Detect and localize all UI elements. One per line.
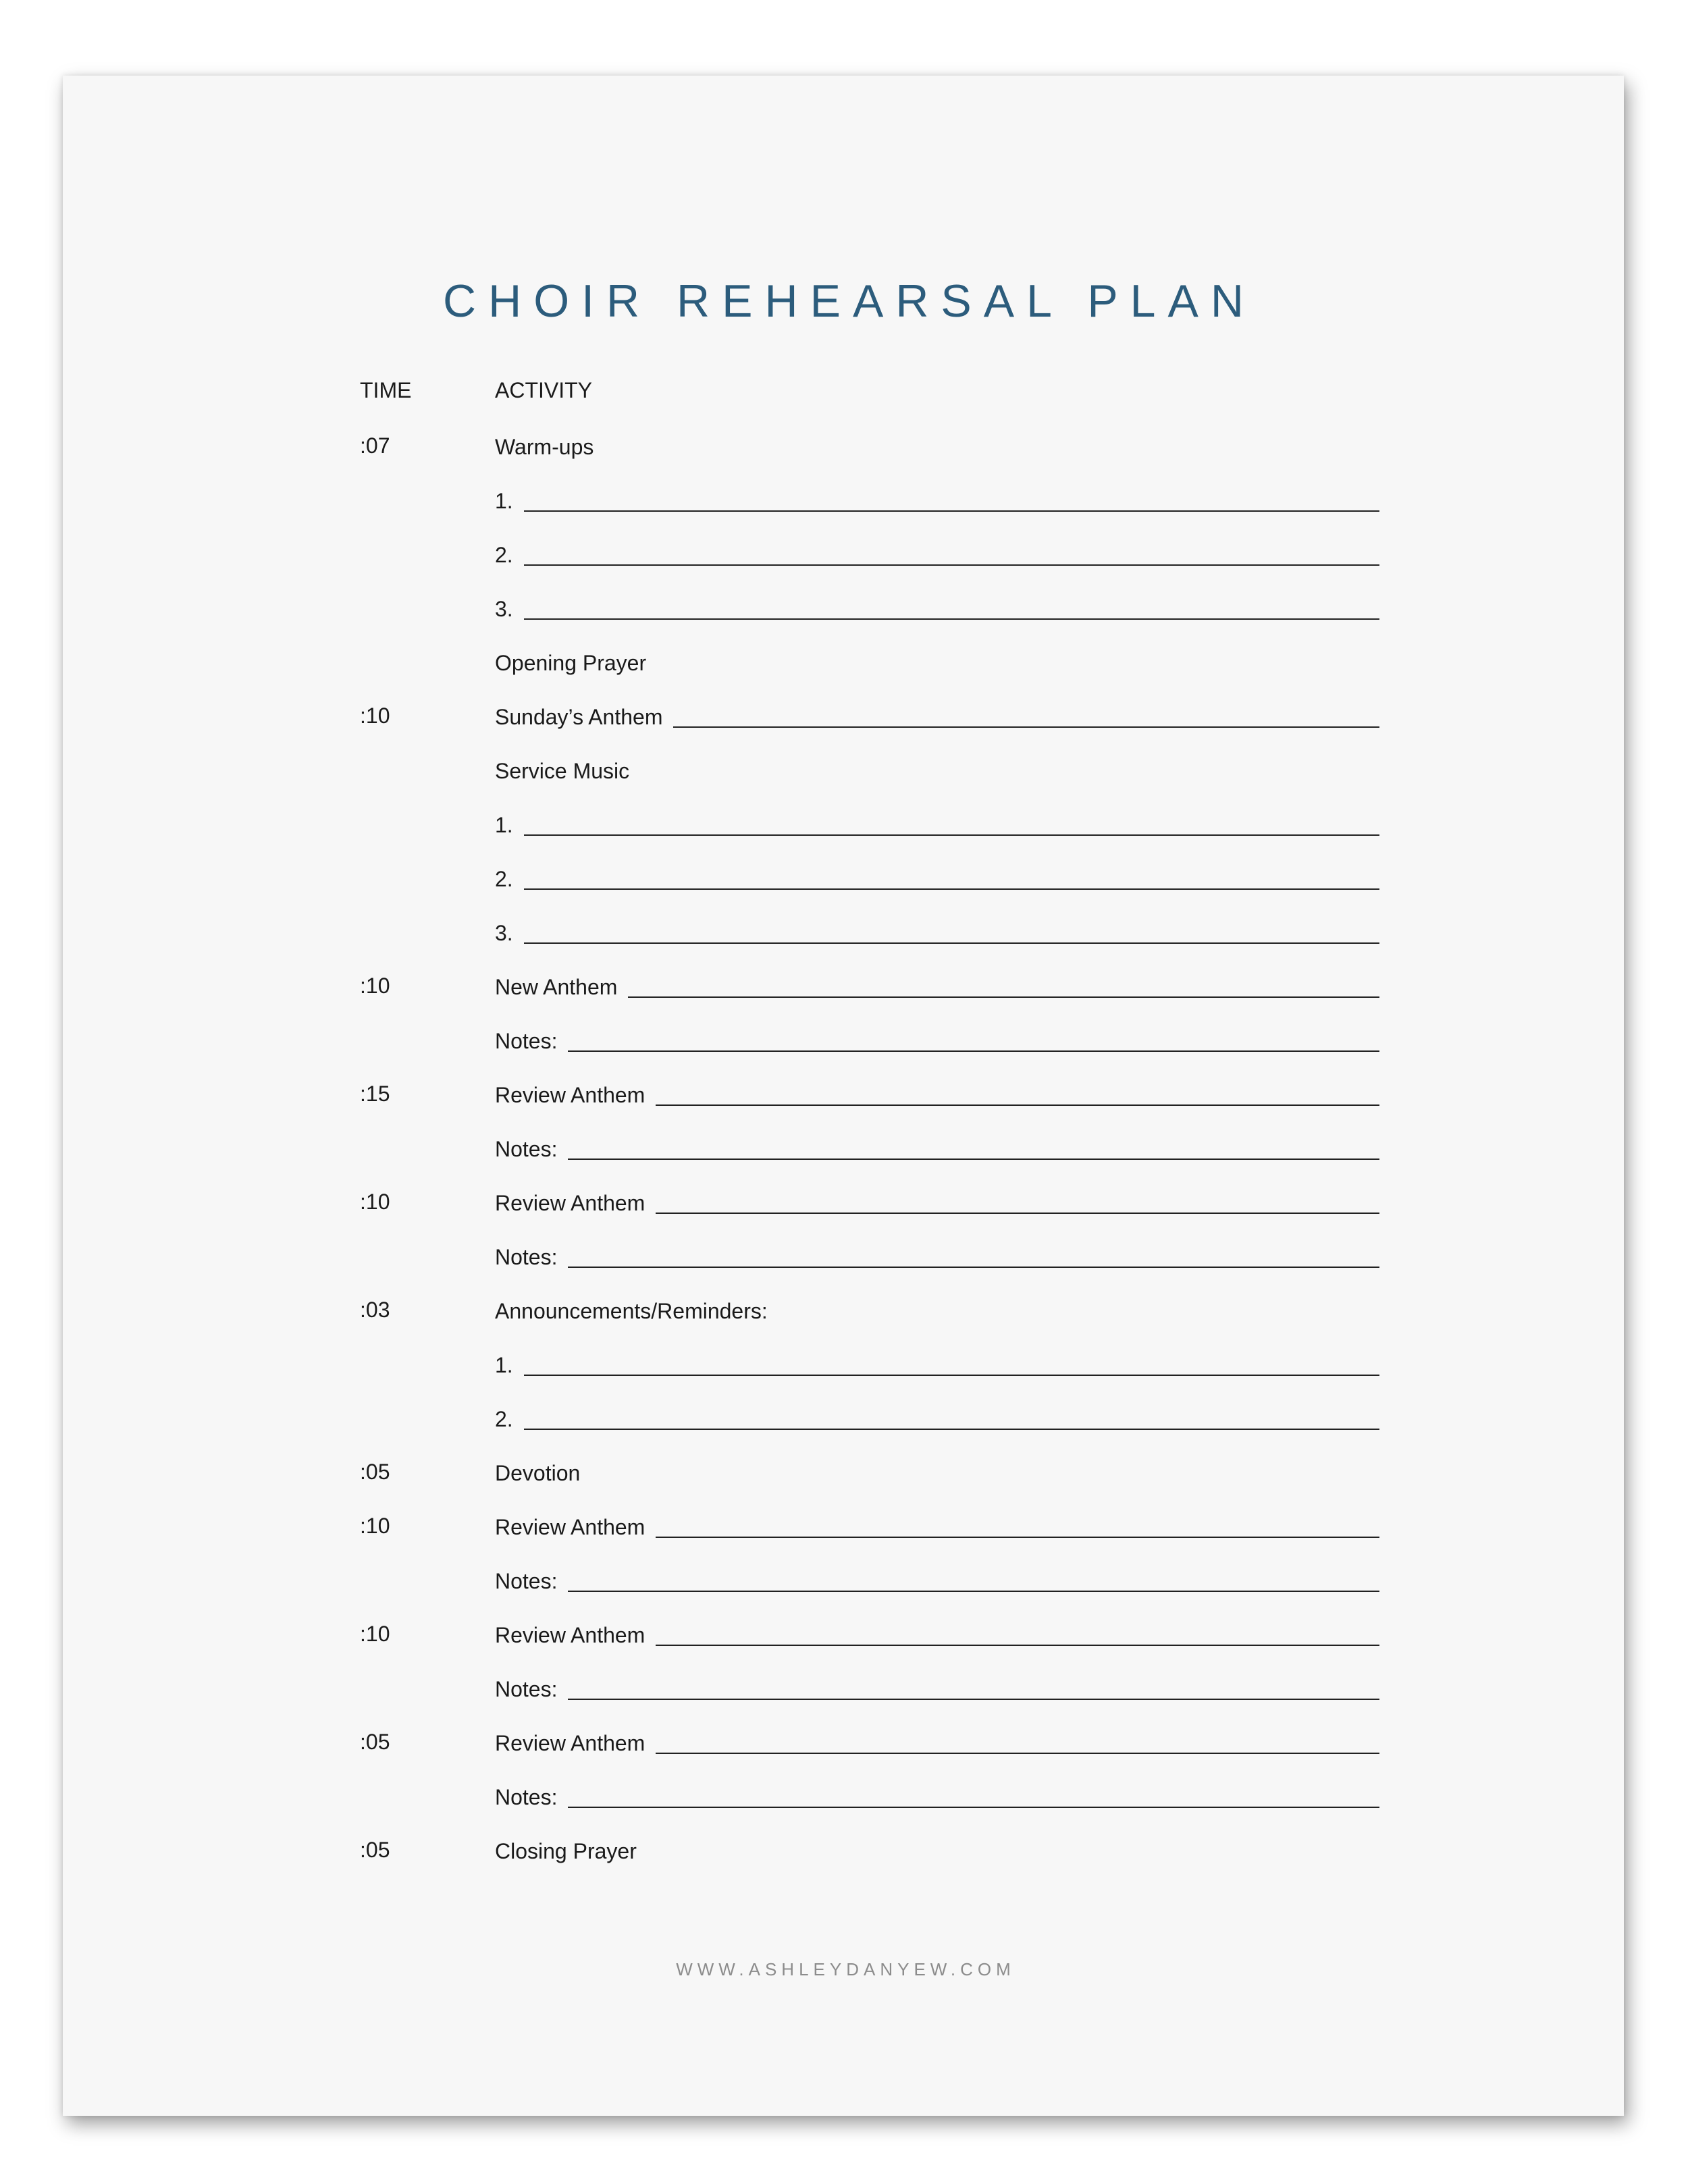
row-activity xyxy=(495,1620,1379,1649)
row-time: :03 xyxy=(360,1298,390,1322)
row-activity xyxy=(495,972,1379,1001)
fill-in-blank-line[interactable] xyxy=(524,1408,1379,1430)
fill-in-blank-line[interactable] xyxy=(656,1516,1379,1538)
row-time: :05 xyxy=(360,1730,390,1754)
schedule-row xyxy=(63,1728,1624,1782)
schedule-row xyxy=(63,1566,1624,1620)
schedule-row xyxy=(63,1134,1624,1188)
fill-in-blank-line[interactable] xyxy=(656,1624,1379,1646)
row-activity xyxy=(495,1404,1379,1433)
row-activity-label: Review Anthem xyxy=(495,1191,645,1215)
time-column-header: TIME xyxy=(360,378,412,402)
fill-in-blank-line[interactable] xyxy=(524,814,1379,836)
row-activity xyxy=(495,1566,1379,1595)
row-activity xyxy=(495,1782,1379,1811)
schedule-row xyxy=(63,1296,1624,1350)
schedule-row xyxy=(63,1026,1624,1080)
fill-in-blank-line[interactable] xyxy=(568,1570,1379,1592)
row-activity-label: Warm-ups xyxy=(495,435,594,459)
row-activity-label: New Anthem xyxy=(495,975,618,999)
fill-in-blank-line[interactable] xyxy=(568,1678,1379,1700)
fill-in-blank-line[interactable] xyxy=(628,976,1379,998)
row-activity-label: Review Anthem xyxy=(495,1515,645,1539)
page-title: CHOIR REHEARSAL PLAN xyxy=(443,275,1256,327)
schedule-row xyxy=(63,594,1624,648)
schedule-row xyxy=(63,1242,1624,1296)
row-activity-label: 2. xyxy=(495,1407,513,1431)
fill-in-blank-line[interactable] xyxy=(524,598,1379,620)
row-activity xyxy=(495,1836,1379,1865)
row-activity-label: Notes: xyxy=(495,1137,558,1161)
row-time: :15 xyxy=(360,1082,390,1106)
row-activity-label: Notes: xyxy=(495,1245,558,1269)
row-time: :05 xyxy=(360,1838,390,1862)
schedule-row xyxy=(63,756,1624,810)
footer-website: WWW.ASHLEYDANYEW.COM xyxy=(676,1959,1016,1979)
row-activity xyxy=(495,486,1379,514)
row-activity xyxy=(495,918,1379,947)
schedule-row xyxy=(63,648,1624,702)
row-time: :10 xyxy=(360,1514,390,1538)
row-activity-label: Notes: xyxy=(495,1569,558,1593)
schedule-row xyxy=(63,1080,1624,1134)
schedule-row xyxy=(63,486,1624,540)
row-activity-label: Review Anthem xyxy=(495,1083,645,1107)
row-activity xyxy=(495,1296,1379,1325)
fill-in-blank-line[interactable] xyxy=(524,1354,1379,1376)
schedule-row xyxy=(63,918,1624,972)
fill-in-blank-line[interactable] xyxy=(524,490,1379,512)
row-activity xyxy=(495,1242,1379,1271)
row-activity xyxy=(495,702,1379,730)
fill-in-blank-line[interactable] xyxy=(524,544,1379,566)
row-activity-label: Service Music xyxy=(495,759,630,783)
row-activity-label: Notes: xyxy=(495,1029,558,1053)
row-activity-label: Opening Prayer xyxy=(495,651,647,675)
schedule-row xyxy=(63,1836,1624,1890)
row-activity xyxy=(495,1026,1379,1055)
row-activity xyxy=(495,1728,1379,1757)
row-activity xyxy=(495,1674,1379,1703)
schedule-row xyxy=(63,1188,1624,1242)
row-activity-label: Closing Prayer xyxy=(495,1839,637,1863)
row-activity-label: 2. xyxy=(495,867,513,891)
row-activity-label: Review Anthem xyxy=(495,1623,645,1647)
paper-sheet xyxy=(63,76,1624,2116)
row-activity xyxy=(495,594,1379,622)
row-activity xyxy=(495,1458,1379,1487)
row-activity-label: 3. xyxy=(495,921,513,945)
fill-in-blank-line[interactable] xyxy=(568,1786,1379,1808)
schedule-row xyxy=(63,972,1624,1026)
schedule-row xyxy=(63,810,1624,864)
fill-in-blank-line[interactable] xyxy=(524,868,1379,890)
row-activity xyxy=(495,1188,1379,1217)
row-activity xyxy=(495,810,1379,838)
schedule-row xyxy=(63,864,1624,918)
row-time: :10 xyxy=(360,1622,390,1646)
row-activity xyxy=(495,648,1379,676)
fill-in-blank-line[interactable] xyxy=(656,1084,1379,1106)
schedule-row xyxy=(63,540,1624,594)
row-activity-label: Notes: xyxy=(495,1677,558,1701)
schedule-row xyxy=(63,702,1624,756)
row-activity xyxy=(495,1512,1379,1541)
fill-in-blank-line[interactable] xyxy=(524,922,1379,944)
row-activity-label: Notes: xyxy=(495,1785,558,1809)
row-activity-label: 1. xyxy=(495,1353,513,1377)
row-activity xyxy=(495,432,1379,460)
schedule-rows xyxy=(63,432,1624,1890)
row-activity xyxy=(495,1134,1379,1163)
schedule-row xyxy=(63,1620,1624,1674)
row-time: :10 xyxy=(360,974,390,998)
row-activity-label: Review Anthem xyxy=(495,1731,645,1755)
row-time: :10 xyxy=(360,1190,390,1214)
row-time: :07 xyxy=(360,433,390,458)
row-time: :10 xyxy=(360,703,390,728)
row-activity xyxy=(495,756,1379,784)
row-activity-label: 1. xyxy=(495,813,513,837)
fill-in-blank-line[interactable] xyxy=(673,706,1379,728)
fill-in-blank-line[interactable] xyxy=(656,1192,1379,1214)
schedule-row xyxy=(63,1674,1624,1728)
fill-in-blank-line[interactable] xyxy=(656,1732,1379,1754)
row-activity xyxy=(495,1080,1379,1109)
schedule-row xyxy=(63,1350,1624,1404)
row-activity-label: Announcements/Reminders: xyxy=(495,1299,768,1323)
fill-in-blank-line[interactable] xyxy=(568,1138,1379,1160)
row-activity xyxy=(495,540,1379,568)
schedule-row xyxy=(63,1458,1624,1512)
row-activity-label: 1. xyxy=(495,489,513,513)
row-activity xyxy=(495,864,1379,893)
schedule-row xyxy=(63,1404,1624,1458)
row-activity-label: 2. xyxy=(495,543,513,567)
row-activity-label: Devotion xyxy=(495,1461,581,1485)
row-activity-label: Sunday’s Anthem xyxy=(495,705,663,729)
fill-in-blank-line[interactable] xyxy=(568,1246,1379,1268)
row-time: :05 xyxy=(360,1460,390,1484)
activity-column-header: ACTIVITY xyxy=(495,378,593,402)
schedule-row xyxy=(63,1512,1624,1566)
fill-in-blank-line[interactable] xyxy=(568,1030,1379,1052)
schedule-row xyxy=(63,432,1624,486)
row-activity xyxy=(495,1350,1379,1379)
schedule-row xyxy=(63,1782,1624,1836)
row-activity-label: 3. xyxy=(495,597,513,621)
